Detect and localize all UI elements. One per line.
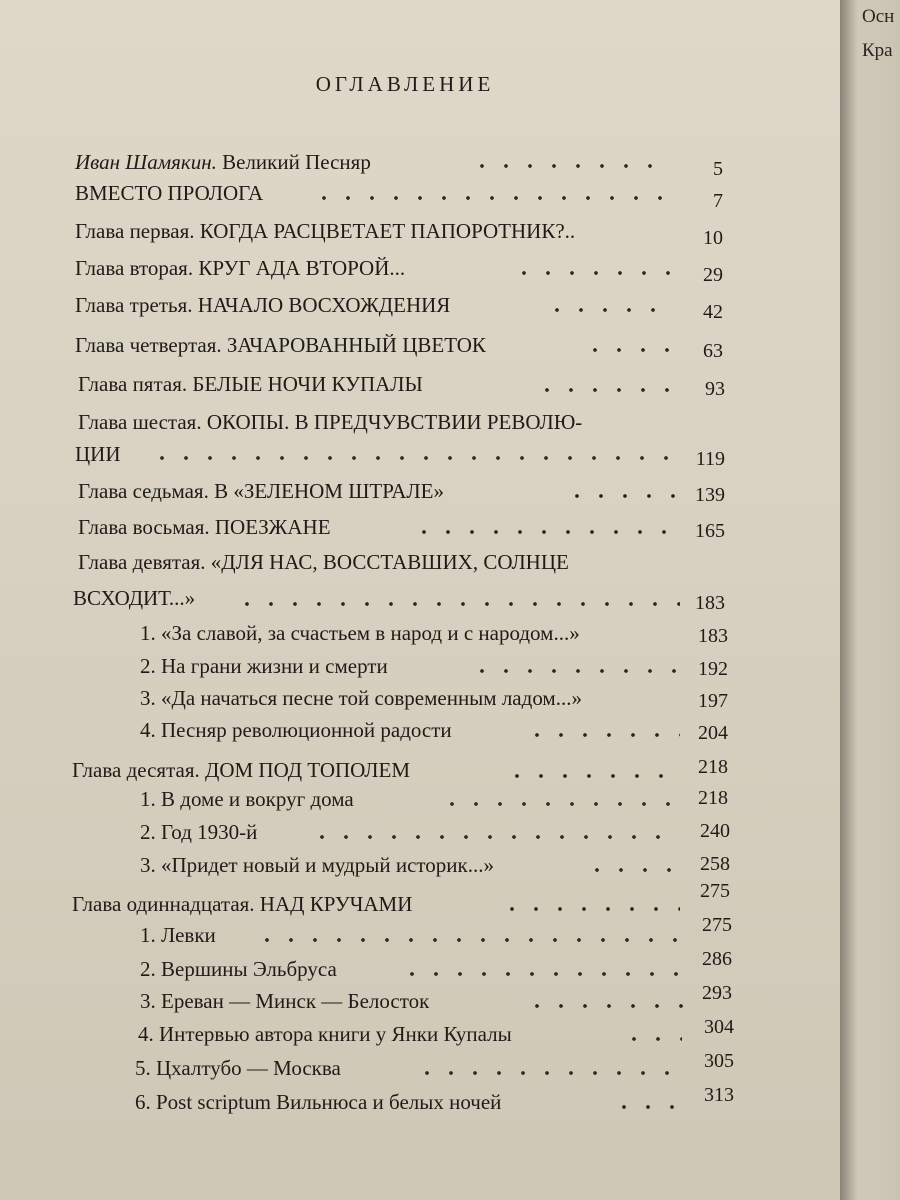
leader-dots — [440, 794, 680, 814]
toc-page-number: 139 — [695, 484, 725, 506]
toc-subentry: 2. Год 1930-й — [140, 820, 258, 844]
toc-subentry: 3. «Придет новый и мудрый историк...» — [140, 853, 494, 877]
leader-dots — [310, 827, 680, 847]
toc-page-number: 165 — [695, 520, 725, 542]
toc-entry: Глава четвертая. ЗАЧАРОВАННЫЙ ЦВЕТОК — [75, 333, 486, 357]
toc-entry: Глава девятая. «ДЛЯ НАС, ВОССТАВШИХ, СОЛНЦЕ — [78, 550, 569, 574]
toc-page-number: 204 — [698, 722, 728, 744]
toc-page-number: 10 — [703, 227, 723, 249]
toc-subentry: 6. Post scriptum Вильнюса и белых ночей — [135, 1090, 502, 1114]
toc-subentry: 1. Левки — [140, 923, 216, 947]
leader-dots — [412, 522, 677, 542]
leader-dots — [500, 899, 680, 919]
toc-entry: Глава пятая. БЕЛЫЕ НОЧИ КУПАЛЫ — [78, 372, 423, 396]
toc-page-number: 218 — [698, 787, 728, 809]
toc-page-number: 218 — [698, 756, 728, 778]
leader-dots — [235, 594, 680, 614]
page-title: ОГЛАВЛЕНИЕ — [315, 72, 495, 96]
toc-entry: Глава первая. КОГДА РАСЦВЕТАЕТ ПАПОРОТНИК?.. — [75, 219, 576, 243]
toc-page-number: 286 — [702, 948, 732, 970]
toc-page-number: 63 — [703, 340, 723, 362]
toc-subentry: 1. «За славой, за счастьем в народ и с народом...» — [140, 621, 580, 645]
leader-dots — [512, 263, 672, 283]
toc-entry: ВМЕСТО ПРОЛОГА — [75, 181, 264, 205]
toc-entry — [75, 150, 371, 175]
toc-page-number: 240 — [700, 820, 730, 842]
adjacent-page-text: Осн — [862, 6, 895, 27]
toc-page-number: 29 — [703, 264, 723, 286]
leader-dots — [505, 766, 680, 786]
toc-entry: Глава седьмая. В «ЗЕЛЕНОМ ШТРАЛЕ» — [78, 479, 444, 503]
toc-page-number: 305 — [704, 1050, 734, 1072]
toc-entry: Глава одиннадцатая. НАД КРУЧАМИ — [72, 892, 413, 916]
toc-page-number: 293 — [702, 982, 732, 1004]
toc-entry: Глава десятая. ДОМ ПОД ТОПОЛЕМ — [72, 758, 411, 782]
toc-subentry: 4. Песняр революционной радости — [140, 718, 452, 742]
toc-page-number: 93 — [705, 378, 725, 400]
toc-page-number: 183 — [698, 625, 728, 647]
leader-dots — [400, 964, 685, 984]
toc-subentry: 2. Вершины Эльбруса — [140, 957, 337, 981]
toc-entry: Глава третья. НАЧАЛО ВОСХОЖДЕНИЯ — [75, 293, 451, 317]
toc-page-number: 7 — [713, 190, 723, 212]
toc-page-number: 197 — [698, 690, 728, 712]
adjacent-page-edge — [840, 0, 900, 1200]
toc-entry: Глава восьмая. ПОЕЗЖАНЕ — [78, 515, 331, 539]
toc-subentry: 5. Цхалтубо — Москва — [135, 1056, 341, 1080]
leader-dots — [545, 300, 670, 320]
toc-subentry: 3. «Да начаться песне той современным ладом...» — [140, 686, 582, 710]
toc-subentry: 2. На грани жизни и смерти — [140, 654, 388, 678]
toc-page-number: 275 — [702, 914, 732, 936]
toc-page-number: 119 — [695, 448, 725, 470]
toc-page-number: 5 — [713, 158, 723, 180]
leader-dots — [415, 1063, 685, 1083]
toc-page-number: 313 — [704, 1084, 734, 1106]
leader-dots — [470, 156, 670, 176]
toc-entry-title: Великий Песняр — [216, 150, 371, 174]
toc-entry: ВСХОДИТ...» — [73, 586, 196, 610]
toc-entry: ЦИИ — [75, 442, 121, 466]
toc-page-number: 258 — [700, 853, 730, 875]
leader-dots — [255, 930, 685, 950]
adjacent-page-text: Кра — [862, 40, 893, 61]
leader-dots — [535, 380, 675, 400]
toc-page-number: 183 — [695, 592, 725, 614]
leader-dots — [150, 448, 680, 468]
toc-page-number: 42 — [703, 301, 723, 323]
leader-dots — [525, 725, 680, 745]
toc-entry: Глава вторая. КРУГ АДА ВТОРОЙ... — [75, 256, 406, 280]
toc-author: Иван Шамякин. — [75, 150, 217, 174]
toc-subentry: 1. В доме и вокруг дома — [140, 787, 354, 811]
toc-subentry: 3. Ереван — Минск — Белосток — [140, 989, 430, 1013]
leader-dots — [312, 188, 672, 208]
leader-dots — [525, 996, 685, 1016]
leader-dots — [470, 661, 680, 681]
toc-page-number: 192 — [698, 658, 728, 680]
toc-page-number: 304 — [704, 1016, 734, 1038]
toc-entry: Глава шестая. ОКОПЫ. В ПРЕДЧУВСТВИИ РЕВОЛЮ- — [78, 410, 583, 434]
toc-page-number: 275 — [700, 880, 730, 902]
toc-subentry: 4. Интервью автора книги у Янки Купалы — [138, 1022, 512, 1046]
